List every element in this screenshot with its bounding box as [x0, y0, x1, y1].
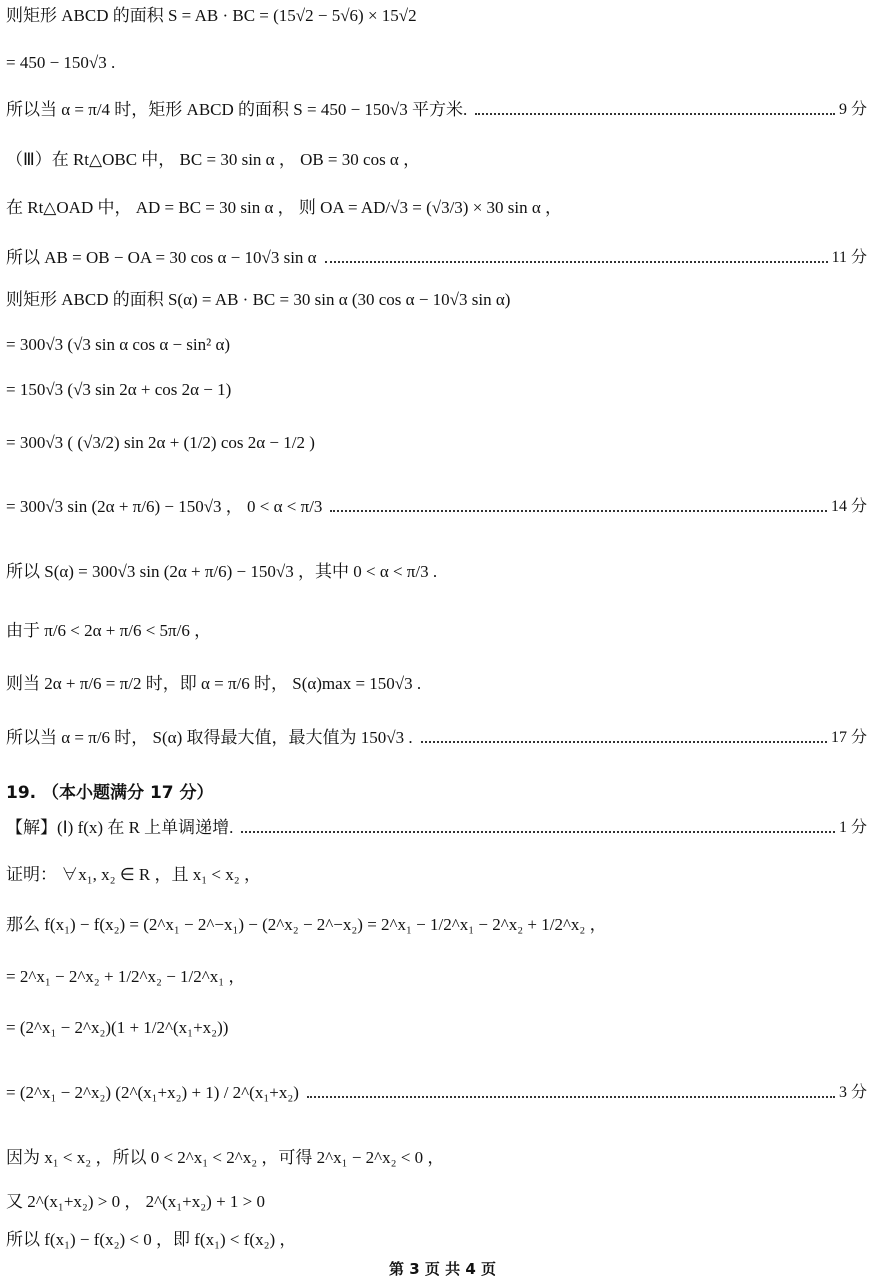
line-8	[6, 335, 867, 355]
line-23	[6, 1148, 867, 1168]
line-13-text: 由于 π/6 < 2α + π/6 < 5π/6 ，	[6, 621, 212, 640]
score-label: 9 分	[838, 101, 867, 118]
line-21	[6, 1018, 867, 1038]
line-21-text: = (2^x₁ − 2^x₂)(1 + 1/2^(x₁+x₂))	[6, 1018, 229, 1037]
line-5	[6, 198, 867, 218]
line-13	[6, 621, 867, 641]
line-9	[6, 380, 867, 400]
line-7	[6, 290, 867, 310]
line-14	[6, 674, 867, 694]
line-14-text: 则当 2α + π/6 = π/2 时，即 α = π/6 时， S(α)max = 150√3 .	[6, 674, 422, 693]
line-20-text: = 2^x₁ − 2^x₂ + 1/2^x₂ − 1/2^x₁ ，	[6, 967, 246, 986]
line-15	[6, 728, 867, 748]
line-3	[6, 100, 867, 120]
line-17	[6, 818, 867, 838]
line-1	[6, 6, 867, 26]
line-19-text: 那么 f(x₁) − f(x₂) = (2^x₁ − 2^−x₁) − (2^x₂ − 2^−x₂) = 2^x₁ − 1/2^x₁ − 2^x₂ + 1/2^x₂ ，	[6, 915, 607, 934]
line-2	[6, 53, 867, 73]
line-2-text: = 450 − 150√3 .	[6, 53, 116, 72]
line-16	[6, 783, 867, 803]
line-10-text: = 300√3 ( (√3/2) sin 2α + (1/2) cos 2α − 1/2 )	[6, 433, 315, 452]
line-19	[6, 915, 867, 935]
score-label: 3 分	[838, 1084, 867, 1101]
score-label: 1 分	[838, 819, 867, 836]
line-9-text: = 150√3 (√3 sin 2α + cos 2α − 1)	[6, 380, 232, 399]
line-25	[6, 1230, 867, 1250]
line-7-text: 则矩形 ABCD 的面积 S(α) = AB · BC = 30 sin α (30 cos α − 10√3 sin α)	[6, 290, 511, 309]
line-6	[6, 248, 867, 268]
line-22	[6, 1083, 867, 1103]
dot-leader	[421, 741, 827, 743]
question-header: 19. （本小题满分 17 分）	[6, 783, 214, 803]
line-3-text: 所以当 α = π/4 时，矩形 ABCD 的面积 S = 450 − 150√3 平方米.	[6, 100, 468, 119]
line-24-text: 又 2^(x₁+x₂) > 0 ， 2^(x₁+x₂) + 1 > 0	[6, 1192, 265, 1211]
dot-leader	[475, 113, 835, 115]
line-25-text: 所以 f(x₁) − f(x₂) < 0 ，即 f(x₁) < f(x₂) ，	[6, 1230, 297, 1249]
line-17-text: 【解】(Ⅰ) f(x) 在 R 上单调递增.	[6, 818, 234, 837]
line-1-text: 则矩形 ABCD 的面积 S = AB · BC = (15√2 − 5√6) × 15√2	[6, 6, 417, 25]
line-20	[6, 967, 867, 987]
line-8-text: = 300√3 (√3 sin α cos α − sin² α)	[6, 335, 231, 354]
line-6-text: 所以 AB = OB − OA = 30 cos α − 10√3 sin α	[6, 248, 317, 267]
dot-leader	[241, 831, 835, 833]
line-18-text: 证明： ∀x₁, x₂ ∈ R ，且 x₁ < x₂ ，	[6, 865, 261, 884]
score-label: 17 分	[830, 729, 867, 746]
line-24	[6, 1192, 867, 1212]
score-label: 11 分	[831, 249, 867, 266]
line-12	[6, 562, 867, 582]
line-15-text: 所以当 α = π/6 时， S(α) 取得最大值，最大值为 150√3 .	[6, 728, 413, 747]
line-4	[6, 150, 867, 170]
line-12-text: 所以 S(α) = 300√3 sin (2α + π/6) − 150√3 ，其中 0 < α < π/3 .	[6, 562, 438, 581]
line-4-text: （Ⅲ）在 Rt△OBC 中， BC = 30 sin α ， OB = 30 cos α ，	[6, 150, 421, 169]
line-22-text: = (2^x₁ − 2^x₂) (2^(x₁+x₂) + 1) / 2^(x₁+x₂)	[6, 1083, 299, 1102]
line-11	[6, 497, 867, 517]
page-footer: 第 3 页 共 4 页	[389, 1260, 496, 1278]
line-18	[6, 865, 867, 885]
dot-leader	[325, 261, 828, 263]
dot-leader	[330, 510, 827, 512]
score-label: 14 分	[830, 498, 867, 515]
line-23-text: 因为 x₁ < x₂ ，所以 0 < 2^x₁ < 2^x₂ ，可得 2^x₁ − 2^x₂ < 0 ，	[6, 1148, 445, 1167]
line-11-text: = 300√3 sin (2α + π/6) − 150√3 ， 0 < α < π/3	[6, 497, 323, 516]
line-10	[6, 433, 867, 453]
line-5-text: 在 Rt△OAD 中， AD = BC = 30 sin α ， 则 OA = AD/√3 = (√3/3) × 30 sin α ，	[6, 198, 563, 217]
dot-leader	[307, 1096, 835, 1098]
